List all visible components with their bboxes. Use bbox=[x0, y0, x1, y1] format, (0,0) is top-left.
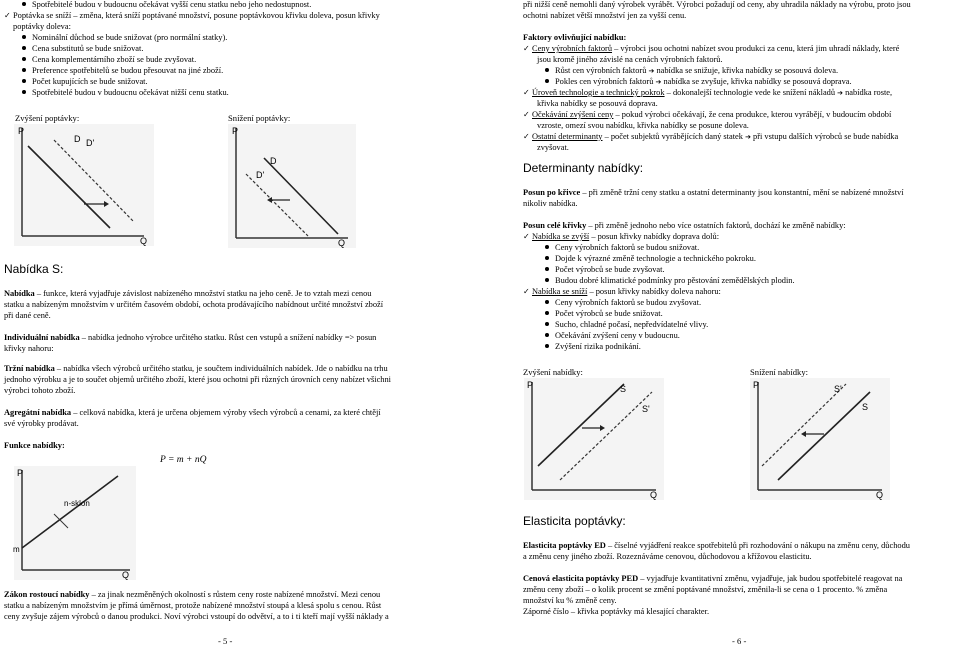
chart-label-zvyseni-poptavky: Zvýšení poptávky: bbox=[15, 113, 80, 123]
graph-snizeni-poptavky bbox=[228, 124, 356, 248]
list-item: Počet výrobců se bude zvyšovat. bbox=[545, 265, 665, 276]
slope-label: n-sklon bbox=[64, 499, 90, 508]
paragraph-line: při dané ceně. bbox=[4, 311, 51, 320]
paragraph-line: ceny zvyšuje zájem výrobců o danou produkci. Noví výrobci vstoupí do odvětví, a to i ti kteří mají vyšší náklady a bbox=[4, 612, 389, 621]
paragraph-line: ochotni nabízet větší množství jen za vyšší cenu. bbox=[523, 11, 687, 20]
curve-label-s: S bbox=[620, 384, 627, 394]
list-item: ✓ Nabídka se sníží – posun křivky nabídky doleva nahoru: bbox=[523, 287, 721, 296]
paragraph-line: statku a nabízeným množstvím je přímá úměrnost, protože nabízené množství stoupá a klesá spolu s cenou. Růst bbox=[4, 601, 382, 610]
list-item: Budou dobré klimatické podmínky pro pěstování zemědělských plodin. bbox=[545, 276, 795, 287]
paragraph-line: své výrobky prodávat. bbox=[4, 419, 79, 428]
graph-funkce-nabidky bbox=[14, 466, 136, 580]
list-item-continuation: jsou kromě jiného závislé na cenách výrobních faktorů. bbox=[537, 55, 723, 64]
curve-label-s-prime: S' bbox=[642, 404, 650, 414]
paragraph-agregatni-nabidka: Agregátní nabídka – celková nabídka, která je určena objemem výroby všech výrobců a cenami, za které chtějí bbox=[4, 408, 381, 417]
list-item-continuation: poptávky doleva: bbox=[13, 22, 71, 31]
funkce-nabidky-label: Funkce nabídky: bbox=[4, 441, 65, 450]
axis-label-p: P bbox=[18, 126, 25, 136]
arrow-right-icon: ➔ bbox=[837, 89, 844, 97]
list-item: ✓ Očekávání zvýšení ceny – pokud výrobci očekávají, že cena produkce, kterou vyrábějí, v budoucím období bbox=[523, 110, 892, 119]
paragraph-line: křivky nahoru: bbox=[4, 344, 54, 353]
paragraph-line: výrobci tohoto zboží. bbox=[4, 386, 76, 395]
axis-label-q: Q bbox=[338, 238, 346, 248]
paragraph-line: množství ku % změně ceny. bbox=[523, 596, 617, 605]
list-item: Cena komplementárního zboží se bude zvyšovat. bbox=[22, 55, 196, 66]
list-item: Preference spotřebitelů se budou přesouvat na jiné zboží. bbox=[22, 66, 223, 77]
curve-label-s: S bbox=[862, 402, 869, 412]
curve-label-d: D bbox=[270, 156, 277, 166]
list-item: ✓ Poptávka se sníží – změna, která sníží poptávané množství, posune poptávkovou křivku doleva, posun křivky bbox=[4, 11, 380, 20]
list-item: Nominální důchod se bude snižovat (pro normální statky). bbox=[22, 33, 227, 44]
checkmark-icon: ✓ bbox=[523, 287, 530, 296]
chart-label-snizeni-nabidky: Snížení nabídky: bbox=[750, 367, 808, 377]
axis-label-q: Q bbox=[650, 490, 658, 500]
axis-label-q: Q bbox=[876, 490, 884, 500]
list-item: ✓ Nabídka se zvýší – posun křivky nabídky doprava dolů: bbox=[523, 232, 720, 241]
heading-determinanty-nabidky: Determinanty nabídky: bbox=[523, 161, 644, 175]
chart-label-snizeni-poptavky: Snížení poptávky: bbox=[228, 113, 291, 123]
list-item-continuation: vzroste, omezí svou nabídku, křivka nabídky se posune doleva. bbox=[537, 121, 749, 130]
list-item: Růst cen výrobních faktorů ➔ nabídka se snižuje, křivka nabídky se posouvá doleva. bbox=[545, 66, 838, 77]
list-item: ✓ Ostatní determinanty – počet subjektů vyrábějících daný statek ➔ při vstupu dalších výrobců se bude nabídka bbox=[523, 132, 899, 141]
page-number: - 5 - bbox=[218, 636, 233, 647]
paragraph-line: změnu ceny zboží – o kolik procent se změní poptávané množství, změnila-li se cena o 1 procento. % změna bbox=[523, 585, 888, 594]
graph-snizeni-nabidky bbox=[750, 378, 890, 500]
checkmark-icon: ✓ bbox=[523, 88, 530, 97]
heading-elasticita-poptavky: Elasticita poptávky: bbox=[523, 514, 626, 528]
page-number: - 6 - bbox=[732, 636, 747, 647]
graph-zvyseni-nabidky bbox=[524, 378, 664, 500]
axis-label-p: P bbox=[527, 380, 534, 390]
graph-zvyseni-poptavky bbox=[14, 124, 154, 246]
list-item: ✓ Úroveň technologie a technický pokrok – dokonalejší technologie vede ke snížení nákladů ➔ nabídka roste, bbox=[523, 88, 893, 97]
checkmark-icon: ✓ bbox=[523, 232, 530, 241]
paragraph-nabidka: Nabídka – funkce, která vyjadřuje závislost nabízeného množství statku na jeho ceně. Je to vztah mezi cenou bbox=[4, 289, 372, 298]
list-item: Dojde k výrazné změně technologie a technického pokroku. bbox=[545, 254, 756, 265]
list-item: Počet kupujících se bude snižovat. bbox=[22, 77, 148, 88]
list-item: Sucho, chladné počasí, nepředvídatelné vlivy. bbox=[545, 320, 708, 331]
checkmark-icon: ✓ bbox=[523, 44, 530, 53]
curve-label-d-prime: D' bbox=[256, 170, 265, 180]
axis-label-p: P bbox=[753, 380, 760, 390]
paragraph-posun-po-krivce: Posun po křivce – při změně tržní ceny statku a ostatní determinanty jsou konstantní, mění se nabízené množství bbox=[523, 188, 904, 197]
heading-nabidka: Nabídka S: bbox=[4, 262, 64, 276]
checkmark-icon: ✓ bbox=[4, 11, 11, 20]
list-item-continuation: zvyšovat. bbox=[537, 143, 569, 152]
paragraph-zakon-rostouci-nabidky: Zákon rostoucí nabídky – za jinak nezměněných okolností s růstem ceny roste nabízené množství. Mezi cenou bbox=[4, 590, 381, 599]
arrow-right-icon: ➔ bbox=[745, 133, 751, 141]
paragraph-individualni-nabidka: Individuální nabídka – nabídka jednoho výrobce určitého statku. Růst cen vstupů a snížení nabídky => posun bbox=[4, 333, 377, 342]
list-item: Ceny výrobních faktorů se budou snižovat. bbox=[545, 243, 699, 254]
funkce-nabidky-formula: P = m + nQ bbox=[160, 455, 207, 465]
arrow-right-icon: ➔ bbox=[648, 67, 655, 75]
axis-label-p: P bbox=[17, 468, 24, 478]
axis-label-q: Q bbox=[122, 570, 130, 580]
curve-label-d: D bbox=[74, 134, 81, 144]
intercept-label-m: m bbox=[13, 545, 20, 554]
paragraph-line: Záporné číslo – křivka poptávky má klesající charakter. bbox=[523, 607, 710, 616]
arrow-right-icon: ➔ bbox=[655, 78, 662, 86]
list-item: ✓ Ceny výrobních faktorů – výrobci jsou ochotni nabízet svou produkci za cenu, která jim uhradí náklady, které bbox=[523, 44, 900, 53]
paragraph-line: při nižší ceně nemohli daný výrobek vyrábět. Výrobci požadují od ceny, aby uhradila náklady na výrobu, proto jsou bbox=[523, 0, 911, 9]
paragraph-posun-cele-krivky: Posun celé křivky – při změně jednoho nebo více ostatních faktorů, dochází ke změně nabídky: bbox=[523, 221, 846, 230]
paragraph-cenova-elasticita: Cenová elasticita poptávky PED – vyjadřuje kvantitativní změnu, vyjadřuje, jak budou spotřebitelé reagovat na bbox=[523, 574, 903, 583]
curve-label-d-prime: D' bbox=[86, 138, 95, 148]
list-item: Pokles cen výrobních faktorů ➔ nabídka se zvyšuje, křivka nabídky se posouvá doprava. bbox=[545, 77, 852, 88]
list-item: Cena substitutů se bude snižovat. bbox=[22, 44, 143, 55]
list-item: Spotřebitelé budou v budoucnu očekávat nižší cenu statku. bbox=[22, 88, 229, 99]
paragraph-trzni-nabidka: Tržní nabídka – nabídka všech výrobců určitého statku, je součtem individuálních nabídek. Jde o nabídku na trhu bbox=[4, 364, 388, 373]
paragraph-line: nikoliv nabídka. bbox=[523, 199, 578, 208]
axis-label-p: P bbox=[232, 126, 239, 136]
list-item: Počet výrobců se bude snižovat. bbox=[545, 309, 663, 320]
chart-label-zvyseni-nabidky: Zvýšení nabídky: bbox=[523, 367, 583, 377]
paragraph-line: statku a nabízeným množstvím v určitém časovém období, ochota prodávajícího nabídnout určité množství zboží bbox=[4, 300, 384, 309]
right-page bbox=[480, 0, 960, 649]
list-item: Očekávání zvýšení ceny v budoucnu. bbox=[545, 331, 680, 342]
list-item: Ceny výrobních faktorů se budou zvyšovat. bbox=[545, 298, 701, 309]
curve-label-s-prime: S' bbox=[834, 384, 842, 394]
axis-label-q: Q bbox=[140, 236, 148, 246]
list-item: Spotřebitelé budou v budoucnu očekávat vyšší cenu statku nebo jeho nedostupnost. bbox=[22, 0, 311, 11]
paragraph-elasticita-ed: Elasticita poptávky ED – číselné vyjádření reakce spotřebitelů při rozhodování o nákupu na změnu ceny, důchodu bbox=[523, 541, 910, 550]
checkmark-icon: ✓ bbox=[523, 132, 530, 141]
list-item-continuation: křivka nabídky se posouvá doprava. bbox=[537, 99, 658, 108]
paragraph-line: a změnu ceny jiného zboží. Rozeznáváme cenovou, důchodovou a křížovou elasticitu. bbox=[523, 552, 812, 561]
paragraph-line: jednoho výrobku a je to součet objemů určitého zboží, které jsou ochotni při různých úrovních ceny nabízet všichni bbox=[4, 375, 392, 384]
checkmark-icon: ✓ bbox=[523, 110, 530, 119]
list-item: Zvýšení rizika podnikání. bbox=[545, 342, 641, 353]
faktory-title: Faktory ovlivňující nabídku: bbox=[523, 33, 627, 42]
